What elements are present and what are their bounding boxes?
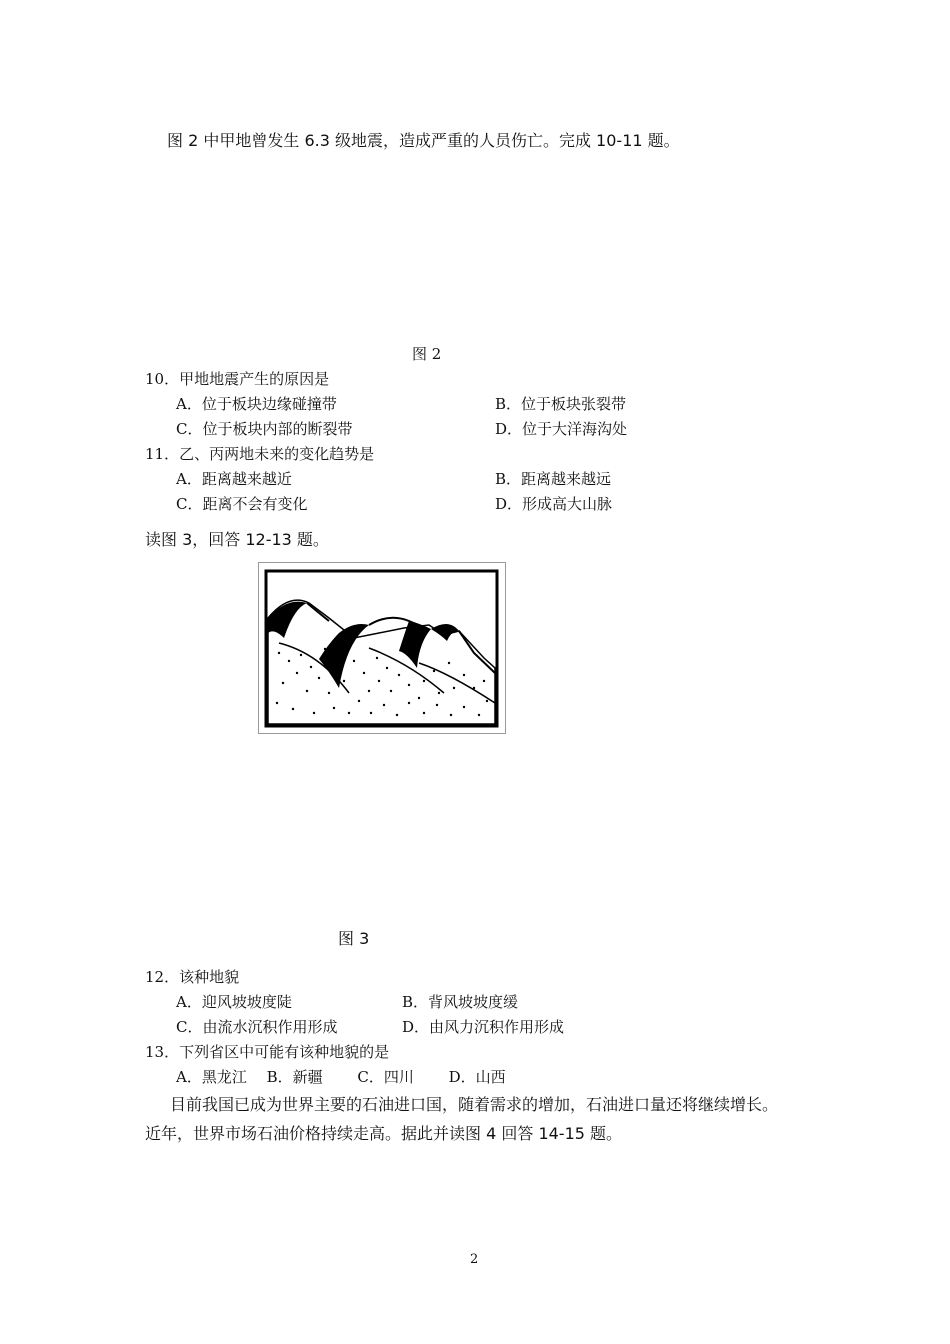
question-11-option-c: C．距离不会有变化 bbox=[176, 495, 308, 513]
page-number: 2 bbox=[470, 1252, 479, 1267]
question-13-stem: 13．下列省区中可能有该种地貌的是 bbox=[145, 1043, 390, 1061]
question-10-option-d: D．位于大洋海沟处 bbox=[495, 420, 628, 438]
question-11-option-d: D．形成高大山脉 bbox=[495, 495, 613, 513]
question-11-option-b: B．距离越来越远 bbox=[495, 470, 612, 488]
question-11-stem: 11．乙、丙两地未来的变化趋势是 bbox=[145, 445, 375, 463]
figure-3-dune-image bbox=[258, 562, 506, 734]
sand-dune-illustration bbox=[259, 563, 505, 733]
question-12-option-c: C．由流水沉积作用形成 bbox=[176, 1018, 338, 1036]
question-12-option-b: B．背风坡坡度缓 bbox=[402, 993, 519, 1011]
question-12-stem: 12．该种地貌 bbox=[145, 968, 240, 986]
question-13-options: A．黑龙江 B．新疆 C．四川 D．山西 bbox=[176, 1068, 506, 1086]
question-12-option-a: A．迎风坡坡度陡 bbox=[176, 993, 292, 1011]
question-10-stem: 10．甲地地震产生的原因是 bbox=[145, 370, 330, 388]
intro-text-oil-line1: 目前我国已成为世界主要的石油进口国，随着需求的增加，石油进口量还将继续增长。 bbox=[170, 1095, 779, 1114]
intro-text-quake: 图 2 中甲地曾发生 6.3 级地震，造成严重的人员伤亡。完成 10-11 题。 bbox=[167, 131, 680, 150]
figure-2-caption: 图 2 bbox=[412, 345, 442, 363]
question-10-option-c: C．位于板块内部的断裂带 bbox=[176, 420, 353, 438]
question-12-option-d: D．由风力沉积作用形成 bbox=[402, 1018, 565, 1036]
intro-text-figure-3: 读图 3，回答 12-13 题。 bbox=[145, 530, 329, 549]
intro-text-oil-line2: 近年，世界市场石油价格持续走高。据此并读图 4 回答 14-15 题。 bbox=[145, 1124, 623, 1143]
question-10-option-b: B．位于板块张裂带 bbox=[495, 395, 627, 413]
question-10-option-a: A．位于板块边缘碰撞带 bbox=[176, 395, 337, 413]
figure-3-caption: 图 3 bbox=[338, 929, 370, 948]
question-11-option-a: A．距离越来越近 bbox=[176, 470, 292, 488]
